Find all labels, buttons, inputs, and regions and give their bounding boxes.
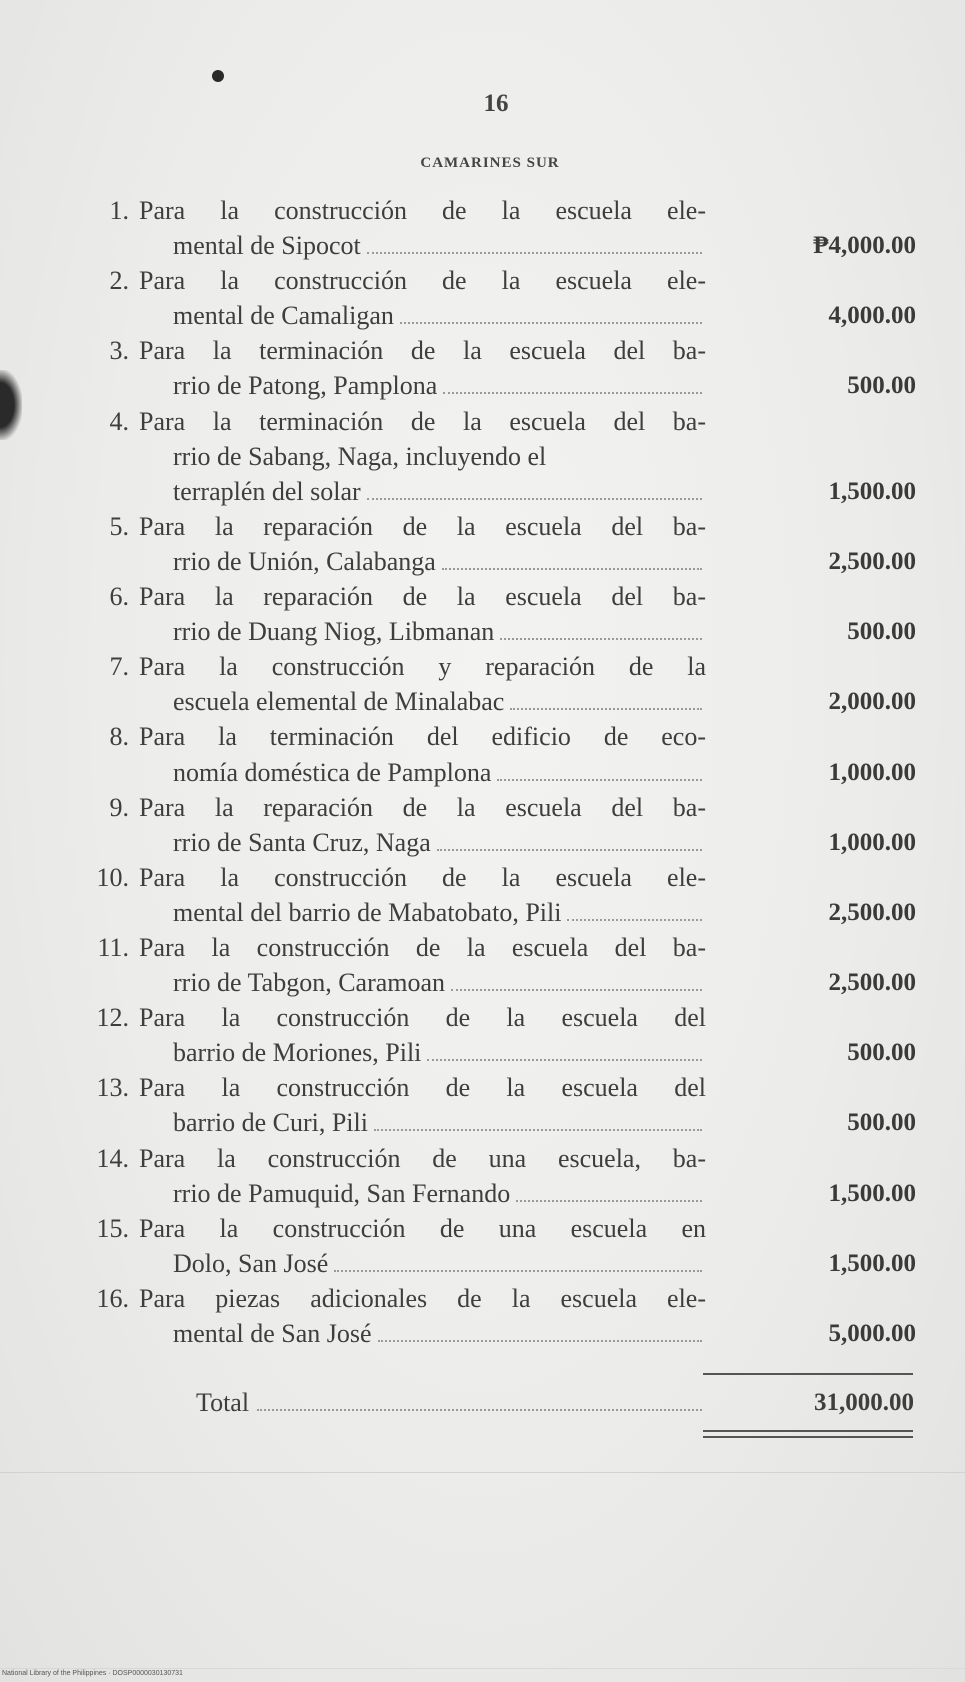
item-description-line <box>173 825 706 860</box>
item-number: 2. <box>109 266 129 296</box>
item-description-text: nomía doméstica de Pamplona <box>173 757 492 787</box>
item-description-text: rrio de Pamuquid, San Fernando <box>173 1178 511 1208</box>
scan-edge-line <box>0 1668 965 1669</box>
item-description-line <box>173 1246 706 1281</box>
item-number: 15. <box>96 1213 129 1243</box>
item-description-line <box>173 1176 706 1211</box>
item-amount: 500.00 <box>847 1109 916 1137</box>
total-label: Total <box>196 1388 250 1417</box>
appropriation-item <box>0 1281 965 1351</box>
item-description-text: rrio de Santa Cruz, Naga <box>173 827 431 857</box>
item-description-line: Para la construcción de una escuela, ba- <box>139 1143 706 1173</box>
ink-spot <box>212 70 224 82</box>
item-description-line: Para la construcción de una escuela en <box>139 1213 706 1243</box>
appropriation-item <box>0 1070 965 1140</box>
item-amount: 2,500.00 <box>828 898 916 926</box>
item-description-line: Para la construcción de la escuela del <box>139 1003 706 1033</box>
appropriation-item <box>0 1000 965 1070</box>
sum-rule <box>703 1373 913 1375</box>
item-amount: 500.00 <box>847 618 916 646</box>
leader-dots <box>367 251 702 254</box>
item-number: 3. <box>109 336 129 366</box>
item-number: 8. <box>109 722 129 752</box>
item-description-text: mental de Sipocot <box>173 231 361 261</box>
leader-dots <box>378 1339 702 1342</box>
appropriation-item <box>0 649 965 719</box>
item-description-line <box>173 368 706 403</box>
item-description-text: Dolo, San José <box>173 1248 329 1278</box>
item-description-line <box>173 614 706 649</box>
item-description-text: barrio de Curi, Pili <box>173 1108 368 1138</box>
appropriation-list <box>0 193 965 1351</box>
appropriation-item <box>0 193 965 263</box>
total-label-cell <box>196 1383 706 1423</box>
item-amount: 1,500.00 <box>828 1179 916 1207</box>
item-amount: 1,000.00 <box>828 828 916 856</box>
item-description-line <box>173 474 706 509</box>
leader-dots <box>442 567 702 570</box>
item-number: 9. <box>109 792 129 822</box>
item-number: 14. <box>96 1143 129 1173</box>
item-number: 11. <box>97 932 129 962</box>
item-amount: 2,500.00 <box>828 547 916 575</box>
item-number: 16. <box>96 1283 129 1313</box>
leader-dots <box>567 918 702 921</box>
leader-dots <box>451 988 702 991</box>
item-number: 5. <box>109 511 129 541</box>
item-number: 10. <box>96 862 129 892</box>
item-description-line <box>173 895 706 930</box>
item-description-line <box>173 439 706 474</box>
item-description-line <box>173 298 706 333</box>
leader-dots <box>437 848 702 851</box>
item-description-text: barrio de Moriones, Pili <box>173 1038 422 1068</box>
total-amount: 31,000.00 <box>814 1389 914 1416</box>
item-description-line: Para la terminación de la escuela del ba- <box>139 336 706 366</box>
item-number: 6. <box>109 582 129 612</box>
appropriation-item <box>0 930 965 1000</box>
item-description-line <box>173 965 706 1000</box>
appropriation-item <box>0 1141 965 1211</box>
item-description-line: Para la terminación de la escuela del ba- <box>139 406 706 436</box>
item-description-text: mental del barrio de Mabatobato, Pili <box>173 897 562 927</box>
item-description-text: rrio de Tabgon, Caramoan <box>173 968 446 998</box>
leader-dots <box>367 497 702 500</box>
item-description-text: rrio de Duang Niog, Libmanan <box>173 617 495 647</box>
item-amount: 2,500.00 <box>828 969 916 997</box>
item-description-line <box>173 1035 706 1070</box>
item-amount: 4,000.00 <box>828 302 916 330</box>
item-description-line <box>173 684 706 719</box>
item-amount: 1,500.00 <box>828 477 916 505</box>
item-description-line <box>173 1105 706 1140</box>
appropriation-item <box>0 860 965 930</box>
item-description-line: Para la construcción de la escuela ele- <box>139 196 706 225</box>
item-amount: 1,500.00 <box>828 1249 916 1277</box>
item-description-line: Para la construcción de la escuela del <box>139 1073 706 1103</box>
leader-dots <box>334 1269 702 1272</box>
item-number: 1. <box>109 196 129 225</box>
leader-dots <box>500 637 702 640</box>
item-number: 7. <box>109 652 129 682</box>
section-title: CAMARINES SUR <box>420 155 560 171</box>
item-description-line: Para piezas adicionales de la escuela ele- <box>139 1283 706 1313</box>
item-amount: 5,000.00 <box>828 1320 916 1348</box>
item-description-text: rrio de Patong, Pamplona <box>173 371 438 401</box>
item-number: 4. <box>109 406 129 436</box>
item-description-line: Para la reparación de la escuela del ba- <box>139 582 706 612</box>
item-number: 13. <box>96 1073 129 1103</box>
item-description-text: rrio de Sabang, Naga, incluyendo el <box>173 441 547 471</box>
leader-dots <box>374 1128 702 1131</box>
appropriation-item <box>0 790 965 860</box>
item-description-text: rrio de Unión, Calabanga <box>173 546 436 576</box>
item-description-line <box>173 1316 706 1351</box>
item-description-line: Para la reparación de la escuela del ba- <box>139 511 706 541</box>
page-number: 16 <box>483 90 509 117</box>
item-number: 12. <box>96 1003 129 1033</box>
scan-edge-line <box>0 1472 965 1473</box>
leader-dots <box>400 321 702 324</box>
appropriation-item <box>0 333 965 403</box>
leader-dots <box>257 1408 702 1411</box>
item-amount: 1,000.00 <box>828 758 916 786</box>
appropriation-item <box>0 1211 965 1281</box>
item-description-line <box>173 755 706 790</box>
appropriation-item <box>0 579 965 649</box>
item-description-line: Para la reparación de la escuela del ba- <box>139 792 706 822</box>
item-description-line: Para la terminación del edificio de eco- <box>139 722 706 752</box>
item-description-line <box>173 228 706 263</box>
leader-dots <box>497 778 702 781</box>
item-description-text: escuela elemental de Minalabac <box>173 687 505 717</box>
appropriation-item <box>0 404 965 509</box>
leader-dots <box>510 707 702 710</box>
item-description-text: terraplén del solar <box>173 476 361 506</box>
item-amount: 500.00 <box>847 1039 916 1067</box>
item-description-line <box>173 544 706 579</box>
scan-footer: National Library of the Philippines · DOSP0000030130731 <box>2 1670 183 1677</box>
item-description-line: Para la construcción de la escuela ele- <box>139 266 706 296</box>
leader-dots <box>443 391 702 394</box>
item-description-text: mental de Camaligan <box>173 301 394 331</box>
item-description-line: Para la construcción de la escuela ele- <box>139 862 706 892</box>
item-amount: 2,000.00 <box>828 688 916 716</box>
appropriation-item <box>0 719 965 789</box>
item-description-text: mental de San José <box>173 1319 372 1349</box>
item-amount: ₱4,000.00 <box>813 232 916 260</box>
leader-dots <box>516 1199 702 1202</box>
appropriation-item <box>0 263 965 333</box>
item-amount: 500.00 <box>847 372 916 400</box>
appropriation-item <box>0 509 965 579</box>
item-description-line: Para la construcción de la escuela del ba- <box>139 932 706 962</box>
leader-dots <box>427 1058 702 1061</box>
total-row <box>0 1383 965 1423</box>
total-double-rule <box>703 1430 913 1438</box>
item-description-line: Para la construcción y reparación de la <box>139 652 706 682</box>
